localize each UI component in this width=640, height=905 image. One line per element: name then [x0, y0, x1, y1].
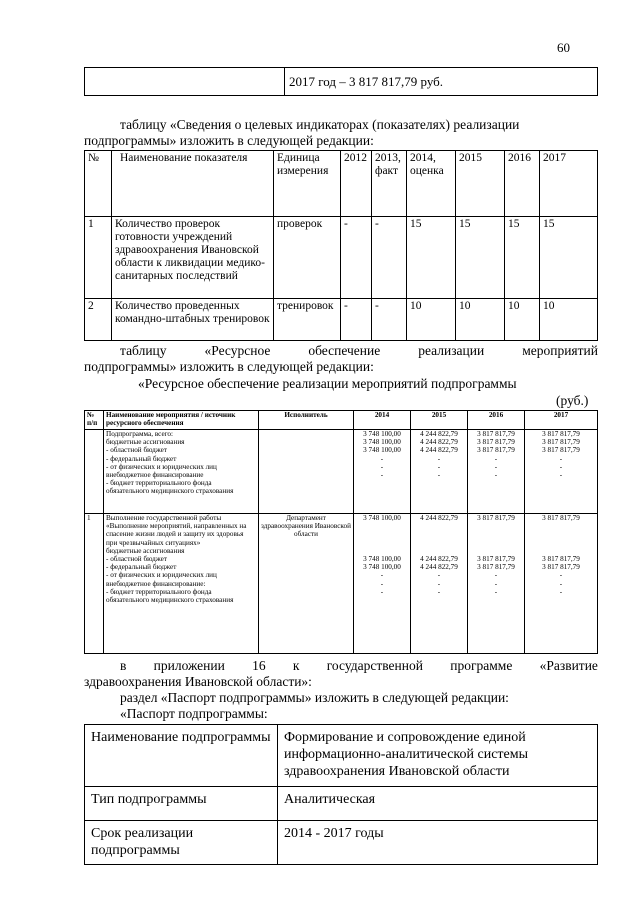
cell: Количество проведенных командно-штабных тренировок	[112, 299, 274, 341]
para3-line3: раздел «Паспорт подпрограммы» изложить в следующей редакции:	[120, 690, 509, 705]
passport-value: Аналитическая	[278, 787, 598, 821]
cell: Количество проверок готовности учреждений здравоохранения Ивановской области к ликвидации медико-санитарных последствий	[112, 217, 274, 299]
resources-header-name: Наименование мероприятия / источник ресурсного обеспечения	[104, 411, 259, 430]
para3-line1	[120, 658, 598, 674]
passport-label: Тип подпрограммы	[85, 787, 278, 821]
word: 16	[252, 658, 266, 673]
para2-line1	[120, 343, 598, 359]
word: обеспечение	[308, 343, 381, 358]
cell: -	[341, 299, 372, 341]
indicators-header-2012: 2012	[341, 151, 372, 217]
para1-line1: таблицу «Сведения о целевых индикаторах (показателях) реализации	[120, 117, 520, 132]
cell: проверок	[274, 217, 341, 299]
word: «Ресурсное	[204, 343, 271, 358]
cell: 1	[85, 217, 112, 299]
word: государственной	[326, 658, 423, 673]
para1-line2: подпрограммы» изложить в следующей редакции:	[84, 133, 374, 148]
word: таблицу	[120, 343, 167, 358]
table-row	[85, 217, 598, 299]
indicators-header-2016: 2016	[505, 151, 540, 217]
cell: 1	[85, 514, 104, 654]
cell: 15	[505, 217, 540, 299]
indicators-header-num: №	[85, 151, 112, 217]
indicators-header-name: Наименование показателя	[112, 151, 274, 217]
cell: 3 748 100,00 3 748 100,00 3 748 100,00 - - -	[354, 514, 411, 654]
word: к	[292, 658, 300, 673]
cell: -	[372, 217, 407, 299]
cell: Департамент здравоохранения Ивановской области	[259, 514, 354, 654]
para3-line4: «Паспорт подпрограммы:	[120, 706, 268, 721]
passport-table	[84, 724, 598, 865]
cell: 3 817 817,79 3 817 817,79 3 817 817,79 - - -	[468, 430, 525, 514]
top-table-left-cell	[85, 68, 285, 96]
cell: Выполнение государственной работы «Выполнение мероприятий, направленных на спасение жизни людей и защиту их здоровья при чрезвычайных ситуациях» бюджетные ассигнования - областной бюджет - федеральный бюджет - от физических и юридических лиц внебюджетное финансирование: - бюджет территориального фонда обязательного медицинского страхования	[104, 514, 259, 654]
passport-value: Формирование и сопровождение единой информационно-аналитической системы здравоохранения Ивановской области	[278, 725, 598, 787]
indicators-header-2015: 2015	[456, 151, 505, 217]
cell: тренировок	[274, 299, 341, 341]
cell: 15	[540, 217, 598, 299]
cell: Подпрограмма, всего: бюджетные ассигнования - областной бюджет - федеральный бюджет - от физических и юридических лиц внебюджетное финансирование - бюджет территориального фонда обязательного медицинского страхования	[104, 430, 259, 514]
cell: 3 748 100,00 3 748 100,00 3 748 100,00 - - -	[354, 430, 411, 514]
top-table-right-cell: 2017 год – 3 817 817,79 руб.	[285, 68, 598, 96]
para3-line2: здравоохранения Ивановской области»:	[84, 674, 312, 689]
indicators-header-2014: 2014, оценка	[407, 151, 456, 217]
passport-value: 2014 - 2017 годы	[278, 821, 598, 865]
table-row	[85, 430, 598, 514]
cell: 10	[456, 299, 505, 341]
word: мероприятий	[522, 343, 598, 358]
resources-header-2017: 2017	[525, 411, 598, 430]
para2-line2: подпрограммы» изложить в следующей редакции:	[84, 359, 374, 374]
indicators-header-2017: 2017	[540, 151, 598, 217]
passport-label: Срок реализации подпрограммы	[85, 821, 278, 865]
table-row	[85, 821, 598, 865]
word: в	[120, 658, 127, 673]
table-row	[85, 787, 598, 821]
cell: -	[341, 217, 372, 299]
cell: 3 817 817,79 3 817 817,79 3 817 817,79 - - -	[525, 430, 598, 514]
cell: -	[372, 299, 407, 341]
indicators-table	[84, 150, 598, 341]
indicators-header-unit: Единица измерения	[274, 151, 341, 217]
cell: 2	[85, 299, 112, 341]
cell: 4 244 822,79 4 244 822,79 4 244 822,79 - - -	[411, 514, 468, 654]
passport-label: Наименование подпрограммы	[85, 725, 278, 787]
cell: 4 244 822,79 4 244 822,79 4 244 822,79 - - -	[411, 430, 468, 514]
indicators-header-2013: 2013, факт	[372, 151, 407, 217]
word: реализации	[418, 343, 485, 358]
top-table	[84, 67, 598, 96]
page-number: 60	[557, 40, 570, 55]
table-row	[85, 514, 598, 654]
cell	[85, 430, 104, 514]
table-row	[85, 299, 598, 341]
cell: 10	[505, 299, 540, 341]
cell	[259, 430, 354, 514]
cell: 10	[407, 299, 456, 341]
cell: 3 817 817,79 3 817 817,79 3 817 817,79 - - -	[468, 514, 525, 654]
cell: 15	[407, 217, 456, 299]
resources-header-2015: 2015	[411, 411, 468, 430]
word: программе	[450, 658, 513, 673]
units-label: (руб.)	[556, 393, 589, 408]
resources-table	[84, 410, 598, 654]
para2-line3: «Ресурсное обеспечение реализации мероприятий подпрограммы	[138, 376, 517, 391]
resources-header-2014: 2014	[354, 411, 411, 430]
cell: 3 817 817,79 3 817 817,79 3 817 817,79 - - -	[525, 514, 598, 654]
resources-header-executor: Исполнитель	[259, 411, 354, 430]
resources-header-num: № п/п	[85, 411, 104, 430]
cell: 10	[540, 299, 598, 341]
table-row	[85, 725, 598, 787]
word: «Развитие	[539, 658, 598, 673]
word: приложении	[153, 658, 225, 673]
cell: 15	[456, 217, 505, 299]
resources-header-2016: 2016	[468, 411, 525, 430]
